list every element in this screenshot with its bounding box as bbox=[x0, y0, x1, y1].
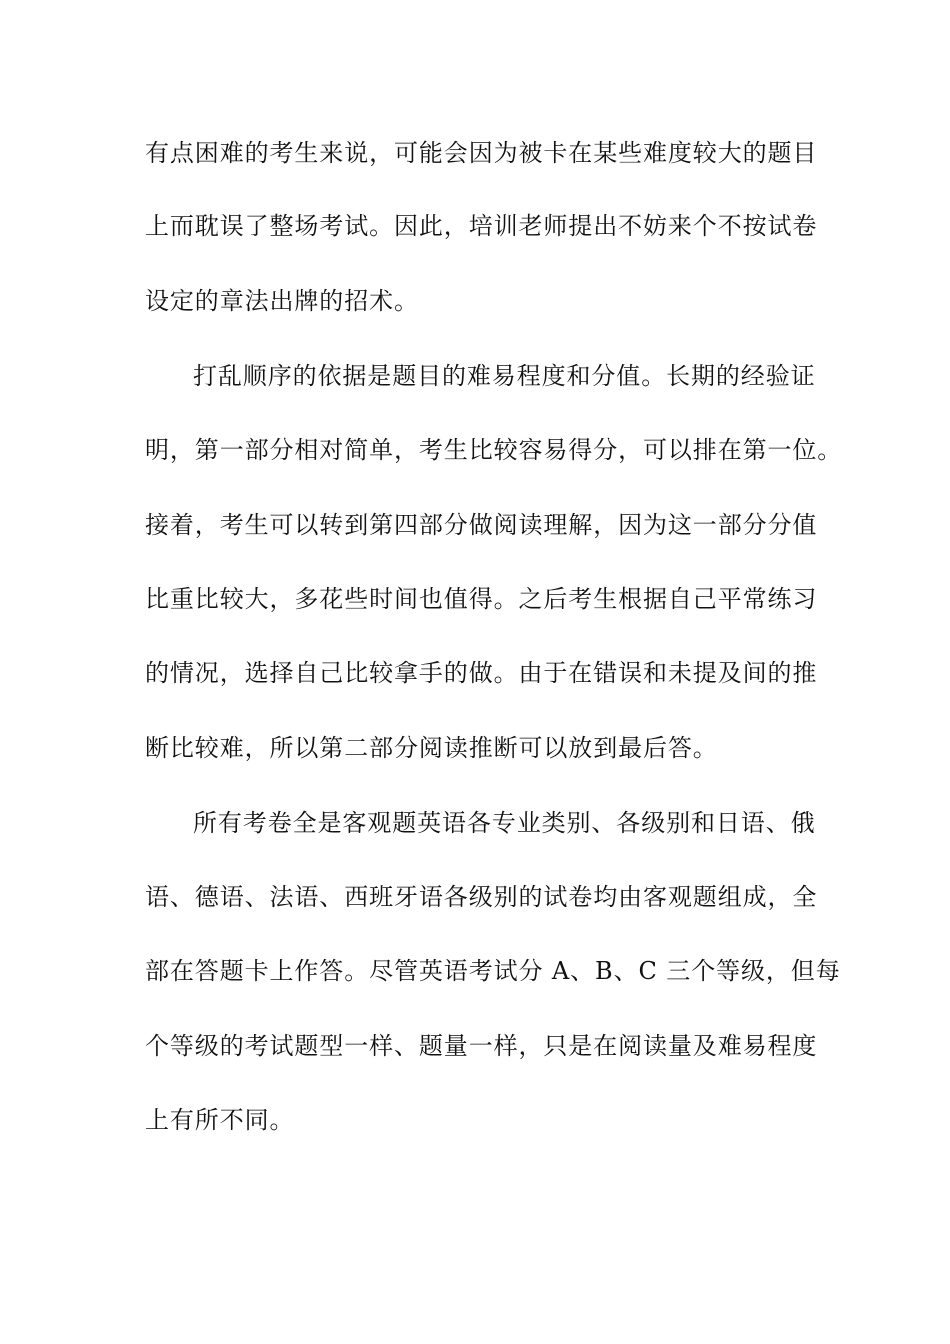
paragraph-2-line-1: 打乱顺序的依据是题目的难易程度和分值。长期的经验证 bbox=[193, 362, 816, 390]
paragraph-3-line-5: 上有所不同。 bbox=[145, 1106, 295, 1134]
paragraph-2-line-5: 的情况，选择自己比较拿手的做。由于在错误和未提及间的推 bbox=[145, 659, 818, 687]
paragraph-2-line-3: 接着，考生可以转到第四部分做阅读理解，因为这一部分分值 bbox=[145, 511, 818, 539]
paragraph-2-line-4: 比重比较大，多花些时间也值得。之后考生根据自己平常练习 bbox=[145, 585, 818, 613]
paragraph-3-line-3: 部在答题卡上作答。尽管英语考试分 A、B、C 三个等级，但每 bbox=[145, 957, 841, 985]
paragraph-2-line-6: 断比较难，所以第二部分阅读推断可以放到最后答。 bbox=[145, 734, 718, 762]
paragraph-1-line-1: 有点困难的考生来说，可能会因为被卡在某些难度较大的题目 bbox=[145, 139, 818, 167]
paragraph-2-line-2: 明，第一部分相对简单，考生比较容易得分，可以排在第一位。 bbox=[145, 436, 843, 464]
paragraph-3-line-1: 所有考卷全是客观题英语各专业类别、各级别和日语、俄 bbox=[193, 809, 816, 837]
paragraph-3-line-4: 个等级的考试题型一样、题量一样，只是在阅读量及难易程度 bbox=[145, 1032, 818, 1060]
paragraph-3-line-2: 语、德语、法语、西班牙语各级别的试卷均由客观题组成，全 bbox=[145, 883, 818, 911]
paragraph-1-line-2: 上而耽误了整场考试。因此，培训老师提出不妨来个不按试卷 bbox=[145, 212, 818, 240]
paragraph-1-line-3: 设定的章法出牌的招术。 bbox=[145, 287, 419, 315]
